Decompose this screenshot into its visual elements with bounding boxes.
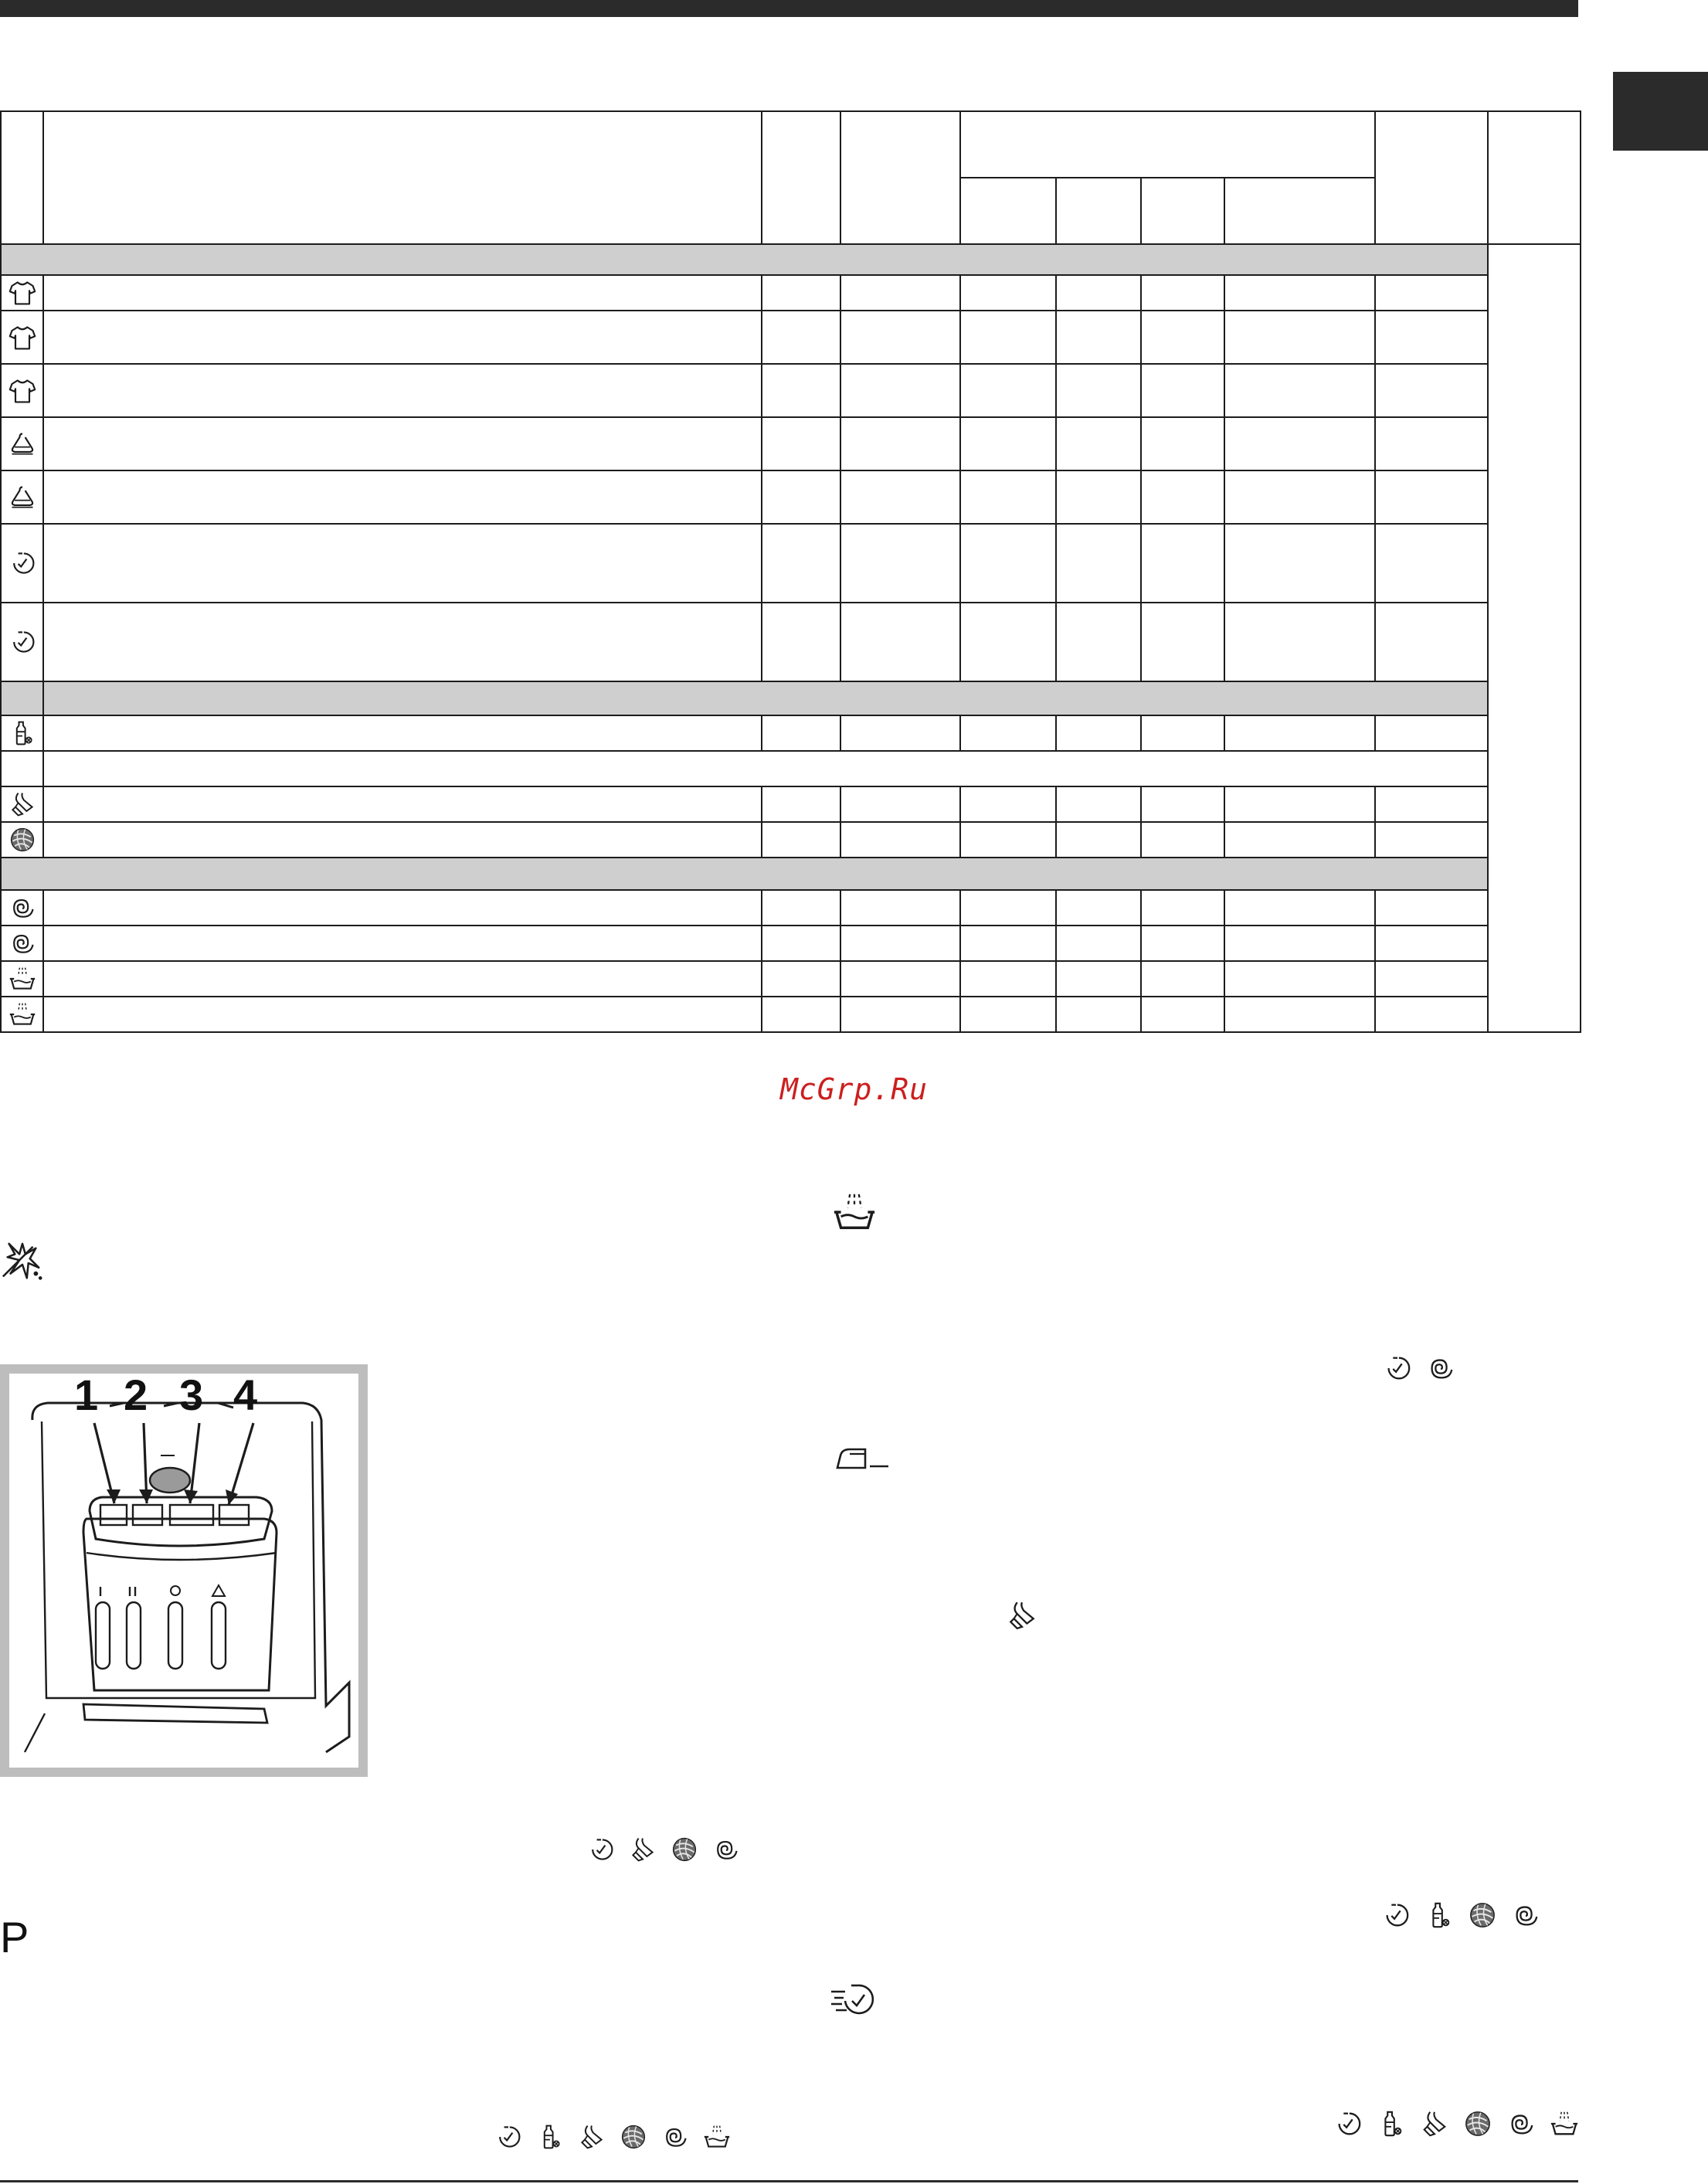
- rinse-icon: [830, 1190, 879, 1235]
- baby-bottle-icon: [1377, 2109, 1406, 2138]
- spin-icon: [1506, 2109, 1536, 2138]
- timer-icon: [587, 1836, 615, 1863]
- row-icon-cell: [1, 961, 43, 997]
- wool-icon: [1463, 2109, 1492, 2138]
- subheader-cell-softener: [1141, 178, 1224, 244]
- table-section-row: [1, 681, 1581, 715]
- table-row: [1, 417, 1581, 470]
- bottom-rule: [0, 2180, 1578, 2182]
- language-tab: [1613, 72, 1708, 151]
- stain-icon: [0, 1241, 45, 1286]
- wide-cell: [43, 751, 1488, 786]
- subheader-cell-prewash: [960, 178, 1056, 244]
- table-row: [1, 961, 1581, 997]
- silk-icon: [8, 790, 36, 818]
- timer-icon: [8, 628, 36, 656]
- wool-icon: [671, 1836, 698, 1863]
- timer-icon: [8, 549, 36, 577]
- timer-icon: [494, 2123, 522, 2151]
- section-letter: P: [0, 1913, 29, 1962]
- table-row: [1, 926, 1581, 961]
- silk-icon: [1420, 2109, 1449, 2138]
- dispenser-drawing: [9, 1371, 358, 1768]
- compartment-number-4: 4: [233, 1371, 258, 1419]
- table-section-row: [1, 858, 1581, 890]
- icon-group-c: [1381, 1900, 1540, 1930]
- icon-group-a: [1383, 1354, 1455, 1383]
- row-icon-cell: [1, 603, 43, 681]
- spin-icon: [661, 2123, 689, 2151]
- icon-group-d: [494, 2123, 731, 2151]
- compartment-number-1: 1: [74, 1371, 99, 1419]
- spin-icon: [712, 1836, 740, 1863]
- table-row: [1, 311, 1581, 364]
- silk-icon: [578, 2123, 606, 2151]
- wool-icon: [1468, 1900, 1497, 1930]
- silk-icon: [629, 1836, 657, 1863]
- subheader-cell-bleach: [1224, 178, 1375, 244]
- table-row: [1, 470, 1581, 524]
- tshirt-icon: [8, 324, 36, 352]
- baby-bottle-icon: [8, 719, 36, 747]
- baby-bottle-icon: [536, 2123, 564, 2151]
- silk-inline: [1006, 1599, 1038, 1632]
- table-row: [1, 364, 1581, 417]
- table-row: [1, 524, 1581, 603]
- table-row: [1, 786, 1581, 822]
- row-icon-cell: [1, 822, 43, 858]
- header-cell-spin: [840, 111, 960, 244]
- stain-section: [0, 1241, 45, 1286]
- detergent-dispenser-illustration: [0, 1364, 368, 1777]
- table-header-row: [1, 111, 1581, 178]
- rinse-icon: [703, 2123, 731, 2151]
- compartment-number-2: 2: [124, 1371, 148, 1419]
- duration-merged-cell: [1488, 244, 1581, 1032]
- section-cell: [1, 681, 43, 715]
- table-row: [1, 822, 1581, 858]
- table-row: [1, 603, 1581, 681]
- baby-bottle-icon: [1424, 1900, 1454, 1930]
- silk-icon: [1006, 1599, 1038, 1632]
- subheader-cell-wash: [1056, 178, 1141, 244]
- table-row: [1, 890, 1581, 926]
- row-icon-cell: [1, 417, 43, 470]
- header-cell-duration: [1488, 111, 1581, 244]
- row-icon-cell: [1, 364, 43, 417]
- table-row: [1, 997, 1581, 1032]
- tshirt-icon: [8, 377, 36, 405]
- spin-icon: [1426, 1354, 1455, 1383]
- wool-icon: [620, 2123, 647, 2151]
- top-bar: [0, 0, 1578, 17]
- rinse-icon: [1550, 2109, 1579, 2138]
- programme-table: [0, 110, 1581, 1033]
- rinse-section: [830, 1190, 879, 1235]
- spin-icon: [8, 929, 36, 957]
- row-icon-cell: [1, 926, 43, 961]
- timer-icon: [1383, 1354, 1412, 1383]
- row-icon-cell: [1, 470, 43, 524]
- header-cell-temp: [762, 111, 840, 244]
- synthetics-icon: [8, 484, 36, 511]
- row-icon-cell: [1, 997, 43, 1032]
- iron-icon: [830, 1443, 891, 1474]
- rinse-icon: [8, 965, 36, 993]
- section-cell: [1, 244, 1488, 275]
- quick-wash-section: [830, 1981, 884, 2019]
- rinse-icon: [8, 1000, 36, 1028]
- timer-icon: [1381, 1900, 1411, 1930]
- timer-icon: [1333, 2109, 1363, 2138]
- ironing-section: [830, 1443, 891, 1474]
- compartment-number-3: 3: [179, 1371, 204, 1419]
- icon-group-e: [1333, 2109, 1579, 2138]
- table-section-row: [1, 244, 1581, 275]
- row-icon-cell: [1, 524, 43, 603]
- watermark-text: McGrp.Ru: [780, 1072, 929, 1106]
- table-row: [1, 715, 1581, 751]
- quick-wash-icon: [830, 1981, 884, 2019]
- row-icon-cell: [1, 890, 43, 926]
- table-row: [1, 275, 1581, 311]
- spin-icon: [1511, 1900, 1540, 1930]
- tshirt-icon: [8, 279, 36, 307]
- header-cell-load: [1375, 111, 1488, 244]
- spin-icon: [8, 894, 36, 922]
- row-icon-cell: [1, 715, 43, 751]
- icon-group-a-left: [587, 1836, 740, 1863]
- header-cell-detergents: [960, 111, 1375, 178]
- wool-icon: [8, 826, 36, 854]
- row-icon-cell: [1, 786, 43, 822]
- header-cell-programme: [43, 111, 762, 244]
- header-cell-icon: [1, 111, 43, 244]
- row-icon-cell: [1, 751, 43, 786]
- row-icon-cell: [1, 275, 43, 311]
- table-row-wide: [1, 751, 1581, 786]
- synthetics-icon: [8, 430, 36, 458]
- row-icon-cell: [1, 311, 43, 364]
- section-cell: [1, 858, 1488, 890]
- section-cell: [43, 681, 1488, 715]
